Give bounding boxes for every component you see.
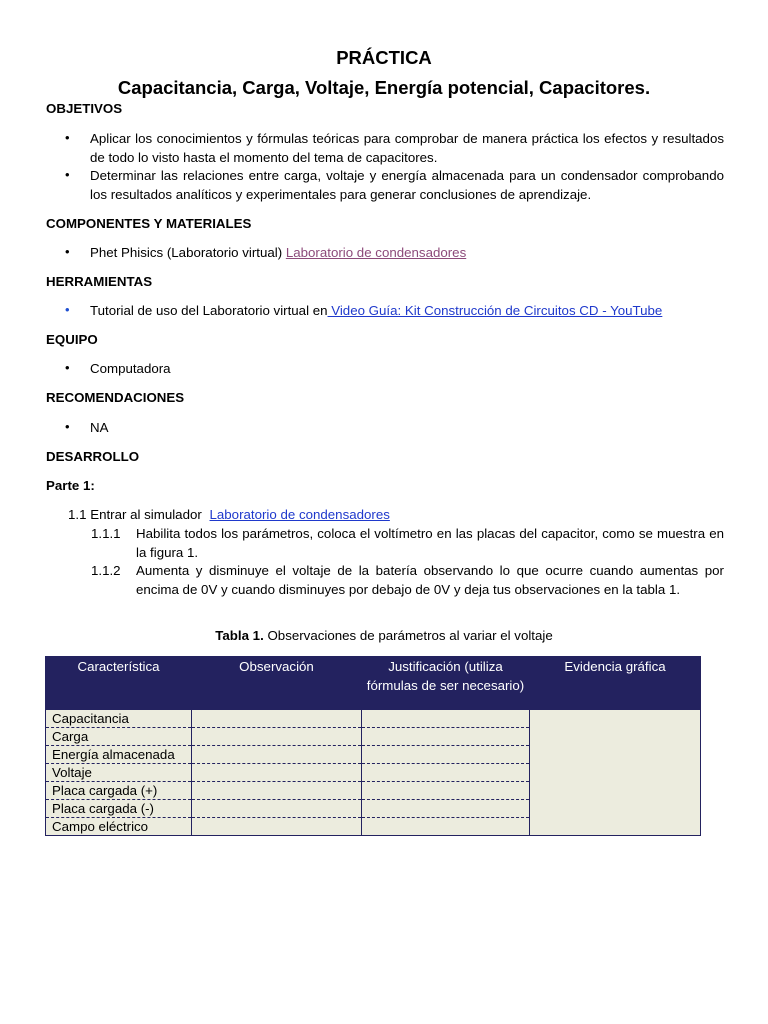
componentes-heading: COMPONENTES Y MATERIALES [46, 216, 252, 231]
row-label: Placa cargada (-) [46, 800, 192, 818]
bullet-icon [65, 419, 73, 434]
justificacion-cell[interactable] [362, 764, 530, 782]
row-label: Placa cargada (+) [46, 782, 192, 800]
header-caracteristica: Característica [46, 657, 192, 710]
header-observacion: Observación [192, 657, 362, 710]
table-header-row [46, 657, 701, 710]
simulador-link[interactable]: Laboratorio de condensadores [209, 507, 390, 522]
justificacion-cell[interactable] [362, 746, 530, 764]
objetivo-item-2: Determinar las relaciones entre carga, voltaje y energía almacenada para un condensador comprobando los resultados analíticos y experimentales para generar conclusiones de aprendizaje. [90, 168, 724, 202]
table-caption-text: Observaciones de parámetros al variar el voltaje [263, 628, 553, 643]
componentes-item-text: Phet Phisics (Laboratorio virtual) [90, 245, 286, 260]
desarrollo-heading: DESARROLLO [46, 449, 140, 464]
justificacion-cell[interactable] [362, 818, 530, 836]
row-label: Carga [46, 728, 192, 746]
justificacion-cell[interactable] [362, 800, 530, 818]
bullet-icon [65, 360, 73, 375]
step-1-1-2-number: 1.1.2 [91, 563, 121, 578]
step-1-1-1-number: 1.1.1 [91, 526, 121, 541]
observations-table [45, 656, 701, 836]
page-subtitle: Capacitancia, Carga, Voltaje, Energía potencial, Capacitores. [117, 77, 651, 98]
bullet-icon [65, 130, 73, 145]
row-label: Campo eléctrico [46, 818, 192, 836]
componentes-item [90, 244, 724, 263]
table-row [46, 710, 701, 728]
laboratorio-link[interactable]: Laboratorio de condensadores [285, 245, 467, 260]
header-justificacion: Justificación (utiliza fórmulas de ser necesario) [362, 657, 530, 710]
video-guia-link[interactable]: Video Guía: Kit Construcción de Circuitos CD - YouTube [327, 303, 663, 318]
equipo-item: Computadora [90, 361, 171, 376]
evidencia-cell[interactable] [530, 710, 701, 836]
equipo-heading: EQUIPO [46, 332, 98, 347]
herramientas-heading: HERRAMIENTAS [46, 274, 153, 289]
observacion-cell[interactable] [192, 782, 362, 800]
step-1-1-number: 1.1 [68, 507, 87, 522]
bullet-icon [65, 167, 73, 182]
step-1-1-1-text: Habilita todos los parámetros, coloca el voltímetro en las placas del capacitor, como se muestra en la figura 1. [136, 526, 724, 560]
observacion-cell[interactable] [192, 800, 362, 818]
bullet-icon [65, 244, 73, 259]
justificacion-cell[interactable] [362, 728, 530, 746]
bullet-icon [65, 302, 73, 317]
observacion-cell[interactable] [192, 746, 362, 764]
table-caption-label: Tabla 1. [215, 628, 264, 643]
table-caption [0, 627, 768, 645]
parte-1-heading: Parte 1: [46, 478, 95, 493]
observacion-cell[interactable] [192, 818, 362, 836]
observacion-cell[interactable] [192, 764, 362, 782]
objetivo-item-1: Aplicar los conocimientos y fórmulas teóricas para comprobar de manera práctica los efectos y resultados de todo lo visto hasta el momento del tema de capacitores. [90, 131, 724, 165]
justificacion-cell[interactable] [362, 782, 530, 800]
row-label: Energía almacenada [46, 746, 192, 764]
step-1-1 [68, 506, 390, 525]
objetivos-heading: OBJETIVOS [46, 101, 123, 116]
row-label: Voltaje [46, 764, 192, 782]
observacion-cell[interactable] [192, 728, 362, 746]
step-1-1-text: Entrar al simulador [90, 507, 206, 522]
header-evidencia: Evidencia gráfica [530, 657, 701, 710]
herramientas-item [90, 302, 724, 321]
row-label: Capacitancia [46, 710, 192, 728]
recomendaciones-item: NA [90, 420, 109, 435]
observacion-cell[interactable] [192, 710, 362, 728]
step-1-1-2-text: Aumenta y disminuye el voltaje de la batería observando lo que ocurre cuando aumentas por encima de 0V y cuando disminuyes por debajo de 0V y deja tus observaciones en la tabla 1. [136, 563, 724, 597]
herramientas-item-text: Tutorial de uso del Laboratorio virtual en [90, 303, 328, 318]
recomendaciones-heading: RECOMENDACIONES [46, 390, 185, 405]
justificacion-cell[interactable] [362, 710, 530, 728]
page-title: PRÁCTICA [336, 47, 432, 68]
